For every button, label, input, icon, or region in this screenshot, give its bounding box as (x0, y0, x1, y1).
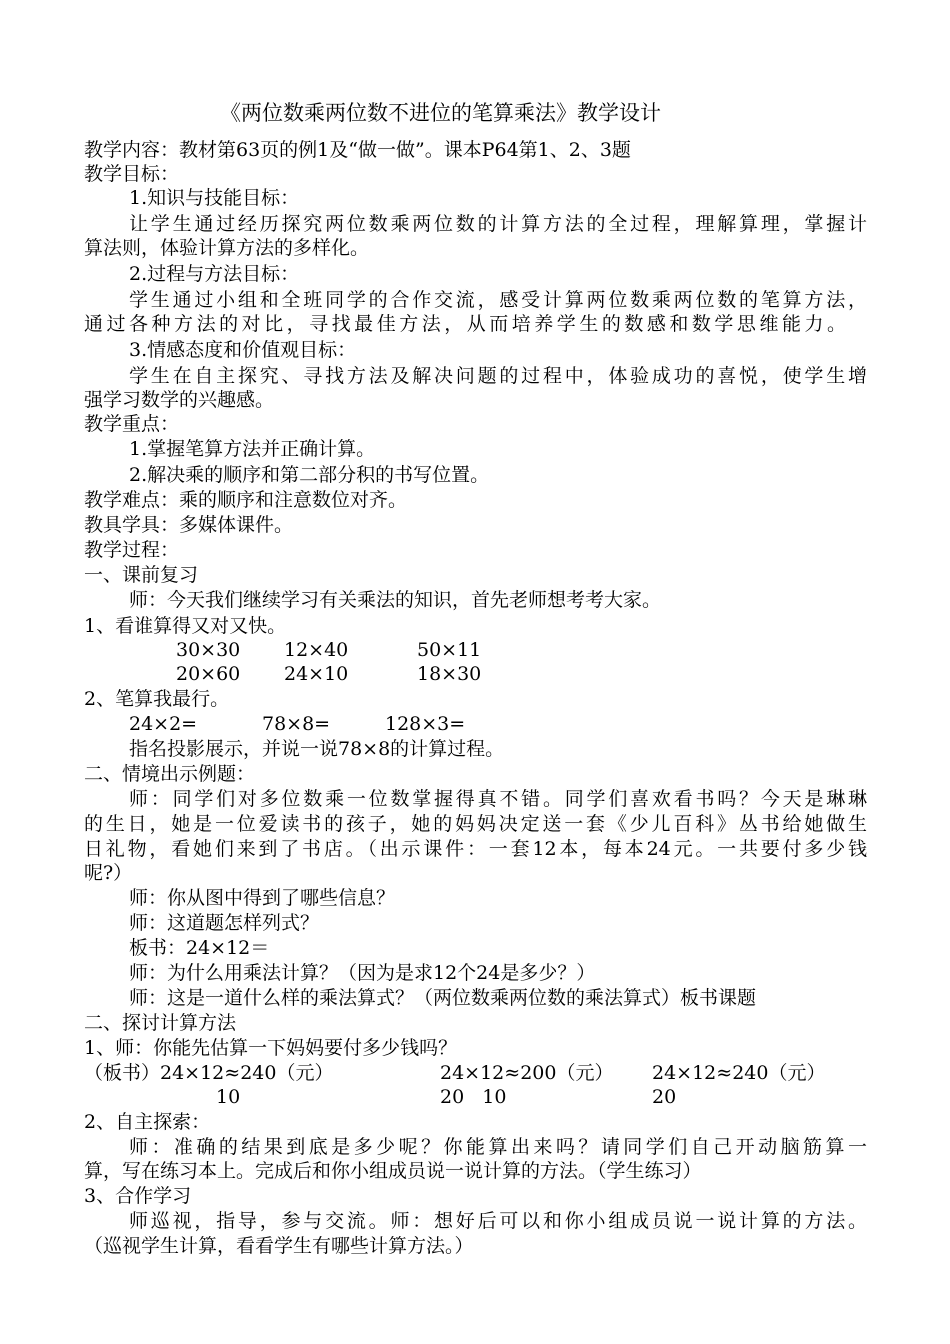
exercise1-item: 24×10 (284, 663, 349, 685)
cooperation-line1: 师巡视，指导，参与交流。师：想好后可以和你小组成员说一说计算的方法。 (129, 1210, 867, 1232)
method-heading: 二、探讨计算方法 (84, 1012, 237, 1034)
exercise2-item: 78×8= (262, 713, 331, 735)
goal3-text-line2: 强学习数学的兴趣感。 (84, 389, 275, 411)
estimate-answer: 24×12≈240（元） (652, 1062, 826, 1084)
key-point-1: 1.掌握笔算方法并正确计算。 (129, 438, 376, 460)
self-explore-line2: 算，写在练习本上。完成后和你小组成员说一说计算的方法。（学生练习） (84, 1160, 702, 1182)
difficulty: 教学难点：乘的顺序和注意数位对齐。 (84, 489, 408, 511)
self-explore-heading: 2、自主探索： (84, 1111, 211, 1133)
exercise1-item: 20×60 (176, 663, 241, 685)
self-explore-line1: 师：准确的结果到底是多少呢？你能算出来吗？请同学们自己开动脑筋算一 (129, 1136, 867, 1158)
exercise2-item: 24×2= (129, 713, 198, 735)
board-writing: 板书：24×12＝ (129, 937, 270, 959)
cooperation-heading: 3、合作学习 (84, 1185, 192, 1207)
exercise1-item: 30×30 (176, 639, 241, 661)
teacher-question: 师：这是一道什么样的乘法算式？（两位数乘两位数的乘法算式）板书课题 (129, 987, 757, 1009)
key-point-2: 2.解决乘的顺序和第二部分积的书写位置。 (129, 464, 490, 486)
teaching-content: 教学内容：教材第63页的例1及“做一做”。课本P64第1、2、3题 (84, 139, 631, 161)
teacher-question: 师：你从图中得到了哪些信息？ (129, 887, 396, 909)
teacher-question: 师：为什么用乘法计算？（因为是求12个24是多少？） (129, 962, 596, 984)
exercise2-note: 指名投影展示，并说一说78×8的计算过程。 (129, 738, 505, 760)
estimate-rounding: 10 (216, 1086, 241, 1108)
exercise1-heading: 1、看谁算得又对又快。 (84, 615, 287, 637)
scene-text-line2: 的生日，她是一位爱读书的孩子，她的妈妈决定送一套《少儿百科》丛书给她做生 (84, 813, 867, 835)
exercise1-item: 18×30 (417, 663, 482, 685)
goal1-heading: 1.知识与技能目标： (129, 187, 300, 209)
estimate-rounding: 20 (652, 1086, 677, 1108)
goal2-text-line2: 通过各种方法的对比，寻找最佳方法，从而培养学生的数感和数学思维能力。 (84, 313, 846, 335)
goal2-text-line1: 学生通过小组和全班同学的合作交流，感受计算两位数乘两位数的笔算方法， (129, 289, 867, 311)
teaching-tools: 教具学具：多媒体课件。 (84, 514, 294, 536)
cooperation-line2: （巡视学生计算，看看学生有哪些计算方法。） (84, 1235, 474, 1257)
goal3-text-line1: 学生在自主探究、寻找方法及解决问题的过程中，体验成功的喜悦，使学生增 (129, 365, 867, 387)
document-title: 《两位数乘两位数不进位的笔算乘法》教学设计 (220, 101, 661, 125)
exercise1-item: 50×11 (417, 639, 482, 661)
estimate-answer: （板书）24×12≈240（元） (84, 1062, 334, 1084)
scene-text-line4: 呢?） (84, 862, 133, 884)
goal2-heading: 2.过程与方法目标： (129, 263, 300, 285)
goal1-text-line2: 算法则，体验计算方法的多样化。 (84, 237, 370, 259)
exercise1-item: 12×40 (284, 639, 349, 661)
goal3-heading: 3.情感态度和价值观目标： (129, 339, 357, 361)
key-points-heading: 教学重点： (84, 413, 180, 435)
teacher-question: 师：这道题怎样列式？ (129, 912, 320, 934)
estimate-answer: 24×12≈200（元） (440, 1062, 614, 1084)
scene-text-line3: 日礼物，看她们来到了书店。（出示课件：一套12本，每本24元。一共要付多少钱 (84, 838, 867, 860)
exercise2-item: 128×3= (385, 713, 466, 735)
scene-heading: 二、情境出示例题： (84, 763, 256, 785)
estimate-question: 1、师：你能先估算一下妈妈要付多少钱吗？ (84, 1037, 458, 1059)
exercise2-heading: 2、笔算我最行。 (84, 688, 230, 710)
review-teacher-line: 师：今天我们继续学习有关乘法的知识，首先老师想考考大家。 (129, 589, 662, 611)
estimate-rounding: 20 10 (440, 1086, 507, 1108)
goals-heading: 教学目标： (84, 163, 180, 185)
goal1-text-line1: 让学生通过经历探究两位数乘两位数的计算方法的全过程，理解算理，掌握计 (129, 213, 867, 235)
process-heading: 教学过程： (84, 539, 180, 561)
review-heading: 一、课前复习 (84, 564, 199, 586)
scene-text-line1: 师：同学们对多位数乘一位数掌握得真不错。同学们喜欢看书吗？今天是琳琳 (129, 788, 867, 810)
